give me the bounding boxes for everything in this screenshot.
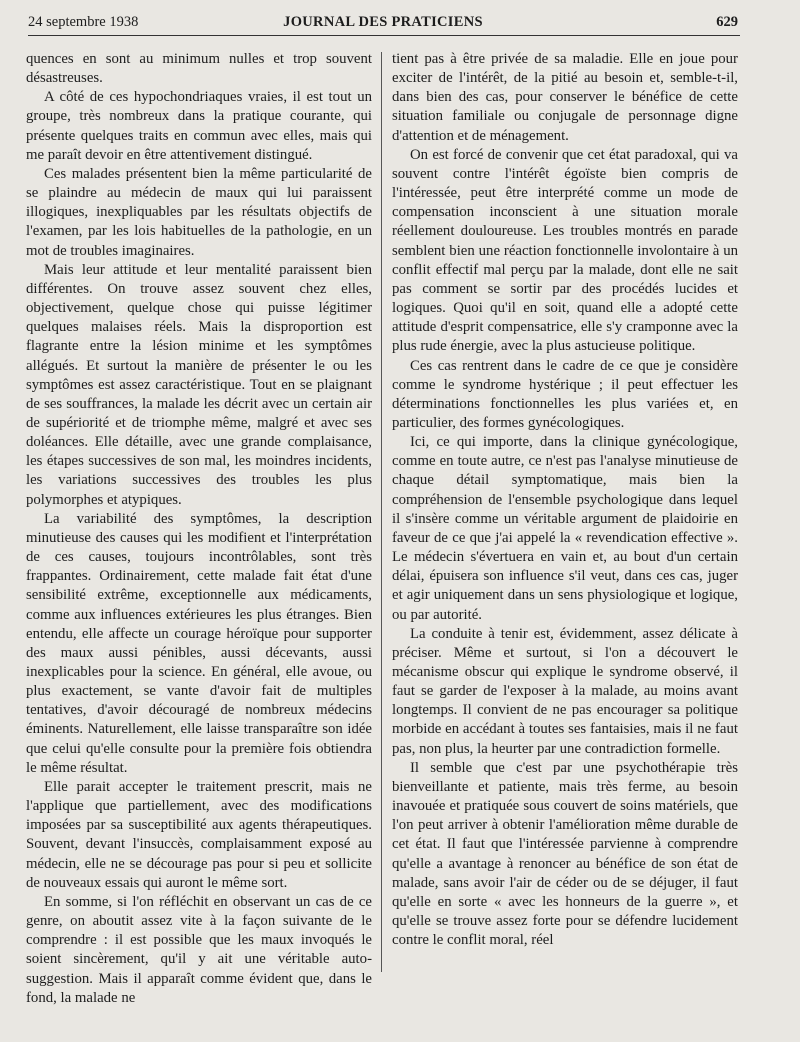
page-number: 629 xyxy=(716,14,738,30)
paragraph: Ces cas rentrent dans le cadre de ce que je considère comme le syndrome hystérique ; il peut effectuer les déterminations fonctionnelles les plus variées et, en particulier, des formes gynécologiques. xyxy=(392,357,738,431)
paragraph: La conduite à tenir est, évidemment, assez délicate à préciser. Même et surtout, si l'on a découvert le mécanisme obscur qui explique le syndrome observé, il faut se garder de l'exposer à la malade, au moins avant longtemps. Il convient de ne pas encourager sa politique morbide en accédant à toutes ses fantaisies, mais il ne faut pas, non plus, la heurter par une contradiction formelle. xyxy=(392,625,738,757)
column-divider xyxy=(381,52,382,972)
paragraph: Ces malades présentent bien la même particularité de se plaindre au médecin de maux qui lui paraissent illogiques, inexpliquables par les résultats objectifs de l'examen, par les lois habituelles de la pathologie, en un mot de troubles imaginaires. xyxy=(26,165,372,259)
paragraph: Mais leur attitude et leur mentalité paraissent bien différentes. On trouve assez souvent chez elles, objectivement, quelque chose qui puisse légitimer quelques malaises réels. Mais la disproportion est flagrante entre la lésion minime et les symptômes allégués. Et surtout la manière de présenter le ou les symptômes est assez caractéristique. Tout en se plaignant de ses souffrances, la malade les décrit avec un certain air de supériorité et de triomphe même, malgré et avec ses doléances. Elle détaille, avec une grande complaisance, les étapes successives de son mal, les moindres incidents, les variations successives des troubles les plus polymorphes et atypiques. xyxy=(26,261,372,508)
paragraph: En somme, si l'on réfléchit en observant un cas de ce genre, on aboutit assez vite à la façon suivante de le comprendre : il est possible que les maux invoqués le soient sincèrement, qu'il y ait une véritable auto-suggestion. Mais il apparaît comme évident que, dans le fond, la malade ne xyxy=(26,893,372,1006)
right-column xyxy=(392,50,738,950)
paragraph: On est forcé de convenir que cet état paradoxal, qui va souvent contre l'intérêt égoïste bien compris de l'intéressée, peut être interprété comme un mode de compensation inconscient à une situation morale réellement douloureuse. Les troubles montrés en parade semblent bien une réaction fonctionnelle involontaire à un conflit effectif mal perçu par la malade, dont elle ne sait pas comment se sortir par des procédés lucides et logiques. Quoi qu'il en soit, quand elle a adopté cette attitude d'esprit compensatrice, elle s'y cramponne avec la plus rude énergie, avec la plus astucieuse politique. xyxy=(392,146,738,355)
paragraph: Ici, ce qui importe, dans la clinique gynécologique, comme en toute autre, ce n'est pas l'analyse minutieuse de chaque détail symptomatique, mais bien la compréhension de l'ensemble psychologique dans lequel il s'insère comme un véritable argument de plaidoirie en faveur de ce que j'ai appelé la « revendication effective ». Le médecin s'évertuera en vain et, au bout d'un certain délai, épuisera son influence s'il veut, dans ces cas, juger et agir uniquement dans un sens physiologique et logique, ou par autorité. xyxy=(392,434,738,623)
paragraph: quences en sont au minimum nulles et trop souvent désastreuses. xyxy=(26,51,372,87)
journal-title: JOURNAL DES PRATICIENS xyxy=(283,14,483,30)
paragraph: La variabilité des symptômes, la description minutieuse des causes qui les modifient et l'interprétation de ces causes, toujours incontrôlables, sont très frappantes. Ordinairement, cette malade fait état d'une sensibilité extrême, exceptionnelle aux médicaments, comme aux influences extérieures les plus étranges. Bien entendu, elle affecte un courage héroïque pour supporter des maux aussi pénibles, aussi décevants, aussi inexplicables pour la science. En général, elle avoue, ou plus exactement, se vante d'avoir fait de multiples tentatives, d'avoir découragé de nombreux médecins éminents. Naturellement, elle laisse transparaître son idée que celui qu'elle consulte pour la première fois obtiendra le même résultat. xyxy=(26,510,372,776)
issue-date: 24 septembre 1938 xyxy=(28,14,139,30)
paragraph: tient pas à être privée de sa maladie. Elle en joue pour exciter de l'intérêt, de la pitié au besoin et, semble-t-il, dans bien des cas, pour conserver le bénéfice de cette situation familiale ou conjugale de personnage digne d'attention et de ménagement. xyxy=(392,51,738,144)
paragraph: Il semble que c'est par une psychothérapie très bienveillante et patiente, mais très ferme, au besoin inavouée et pratiquée sous couvert de soins matériels, que l'on peut arriver à obtenir l'amélioration même durable de cet état. Il faut que l'intéressée parvienne à comprendre qu'elle a avantage à renoncer au bénéfice de son état de malade, sans avoir l'air de céder ou de se déjuger, il faut qu'elle en sorte « avec les honneurs de la guerre », et qu'elle se trouve assez forte pour se défendre lucidement contre le conflit moral, réel xyxy=(392,759,738,949)
paragraph: A côté de ces hypochondriaques vraies, il est tout un groupe, très nombreux dans la pratique courante, qui présente quelques traits en commun avec elles, mais qui me paraît devoir en être attentivement distingué. xyxy=(26,89,372,163)
left-column xyxy=(26,50,372,1008)
paragraph: Elle parait accepter le traitement prescrit, mais ne l'applique que partiellement, avec des modifications imposées par sa susceptibilité aux agents thérapeutiques. Souvent, devant l'insuccès, complaisamment exposé au médecin, elle ne se décourage pas pour si peu et sollicite de nouveaux essais qui auront le même sort. xyxy=(26,778,372,891)
header-rule xyxy=(28,35,740,36)
